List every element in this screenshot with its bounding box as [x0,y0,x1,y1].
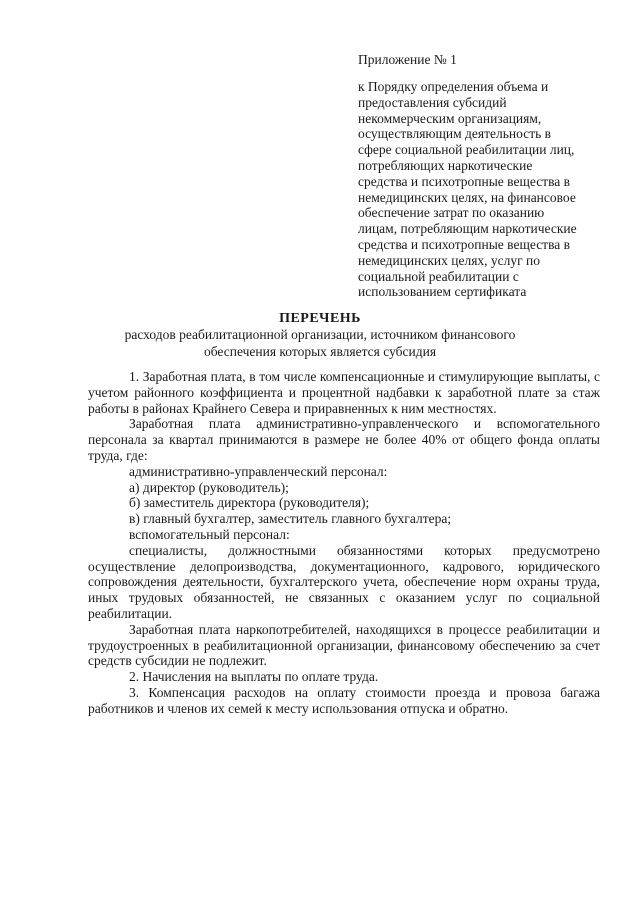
appendix-line: осуществляющим деятельность в [358,126,551,142]
admin-staff-header: административно-управленческий персонал: [129,463,388,479]
appendix-line: социальной реабилитации с [358,268,519,284]
appendix-line: обеспечение затрат по оказанию [358,205,545,221]
appendix-title: Приложение № 1 [358,52,457,67]
paragraph-travel-compensation: 3. Компенсация расходов на оплату стоимости проезда и провоза багажа работников и членов их семей к месту использования отпуска и обратно. [88,684,600,716]
appendix-line: лицам, потребляющим наркотические [358,221,577,237]
document-subtitle [0,326,640,360]
aux-staff-header: вспомогательный персонал: [129,526,290,542]
admin-staff-item-a: а) директор (руководитель); [129,479,289,495]
appendix-reference [358,79,628,300]
appendix-line: сфере социальной реабилитации лиц, [358,142,575,158]
appendix-line: немедицинских целях, на финансовое [358,189,576,205]
admin-staff-item-b: б) заместитель директора (руководителя); [129,495,370,511]
paragraph-salary: 1. Заработная плата, в том числе компенсационные и стимулирующие выплаты, с учетом районного коэффициента и процентной надбавки к заработной плате за стаж работы в районах Крайнего Севера и приравненных к ним местностях. [88,369,600,416]
paragraph-accruals: 2. Начисления на выплаты по оплате труда. [129,669,379,685]
subtitle-line: обеспечения которых является субсидия [203,344,437,359]
document-title: ПЕРЕЧЕНЬ [279,311,361,326]
appendix-line: предоставления субсидий [358,94,507,110]
paragraph-admin-salary: Заработная плата административно-управленческого и вспомогательного персонала за квартал принимаются в размере не более 40% от общего фонда оплаты труда, где: [88,416,600,463]
appendix-line: средства и психотропные вещества в [358,173,571,189]
aux-staff-description: специалисты, должностными обязанностями которых предусмотрено осуществление делопроизводства, документационного, кадрового, юридического сопровождения деятельности, бухгалтерского учета, обеспечение норм охраны труда, иных трудовых обязанностей, не связанных с оказанием услуг по социальной реабилитации. [88,542,600,621]
appendix-line: использованием сертификата [358,284,527,300]
appendix-line: средства и психотропные вещества в [358,236,571,252]
appendix-line: некоммерческим организациям, [358,110,542,126]
appendix-line: потребляющих наркотические [358,157,533,173]
appendix-line: к Порядку определения объема и [358,79,549,94]
appendix-line: немедицинских целях, услуг по [358,252,541,268]
paragraph-patient-salary: Заработная плата наркопотребителей, находящихся в процессе реабилитации и трудоустроенных в реабилитационной организации, финансовому обеспечению за счет средств субсидии не подлежит. [88,621,600,669]
admin-staff-item-c: в) главный бухгалтер, заместитель главного бухгалтера; [129,511,452,527]
subtitle-line: расходов реабилитационной организации, источником финансового [124,327,516,342]
document-body [88,369,600,717]
